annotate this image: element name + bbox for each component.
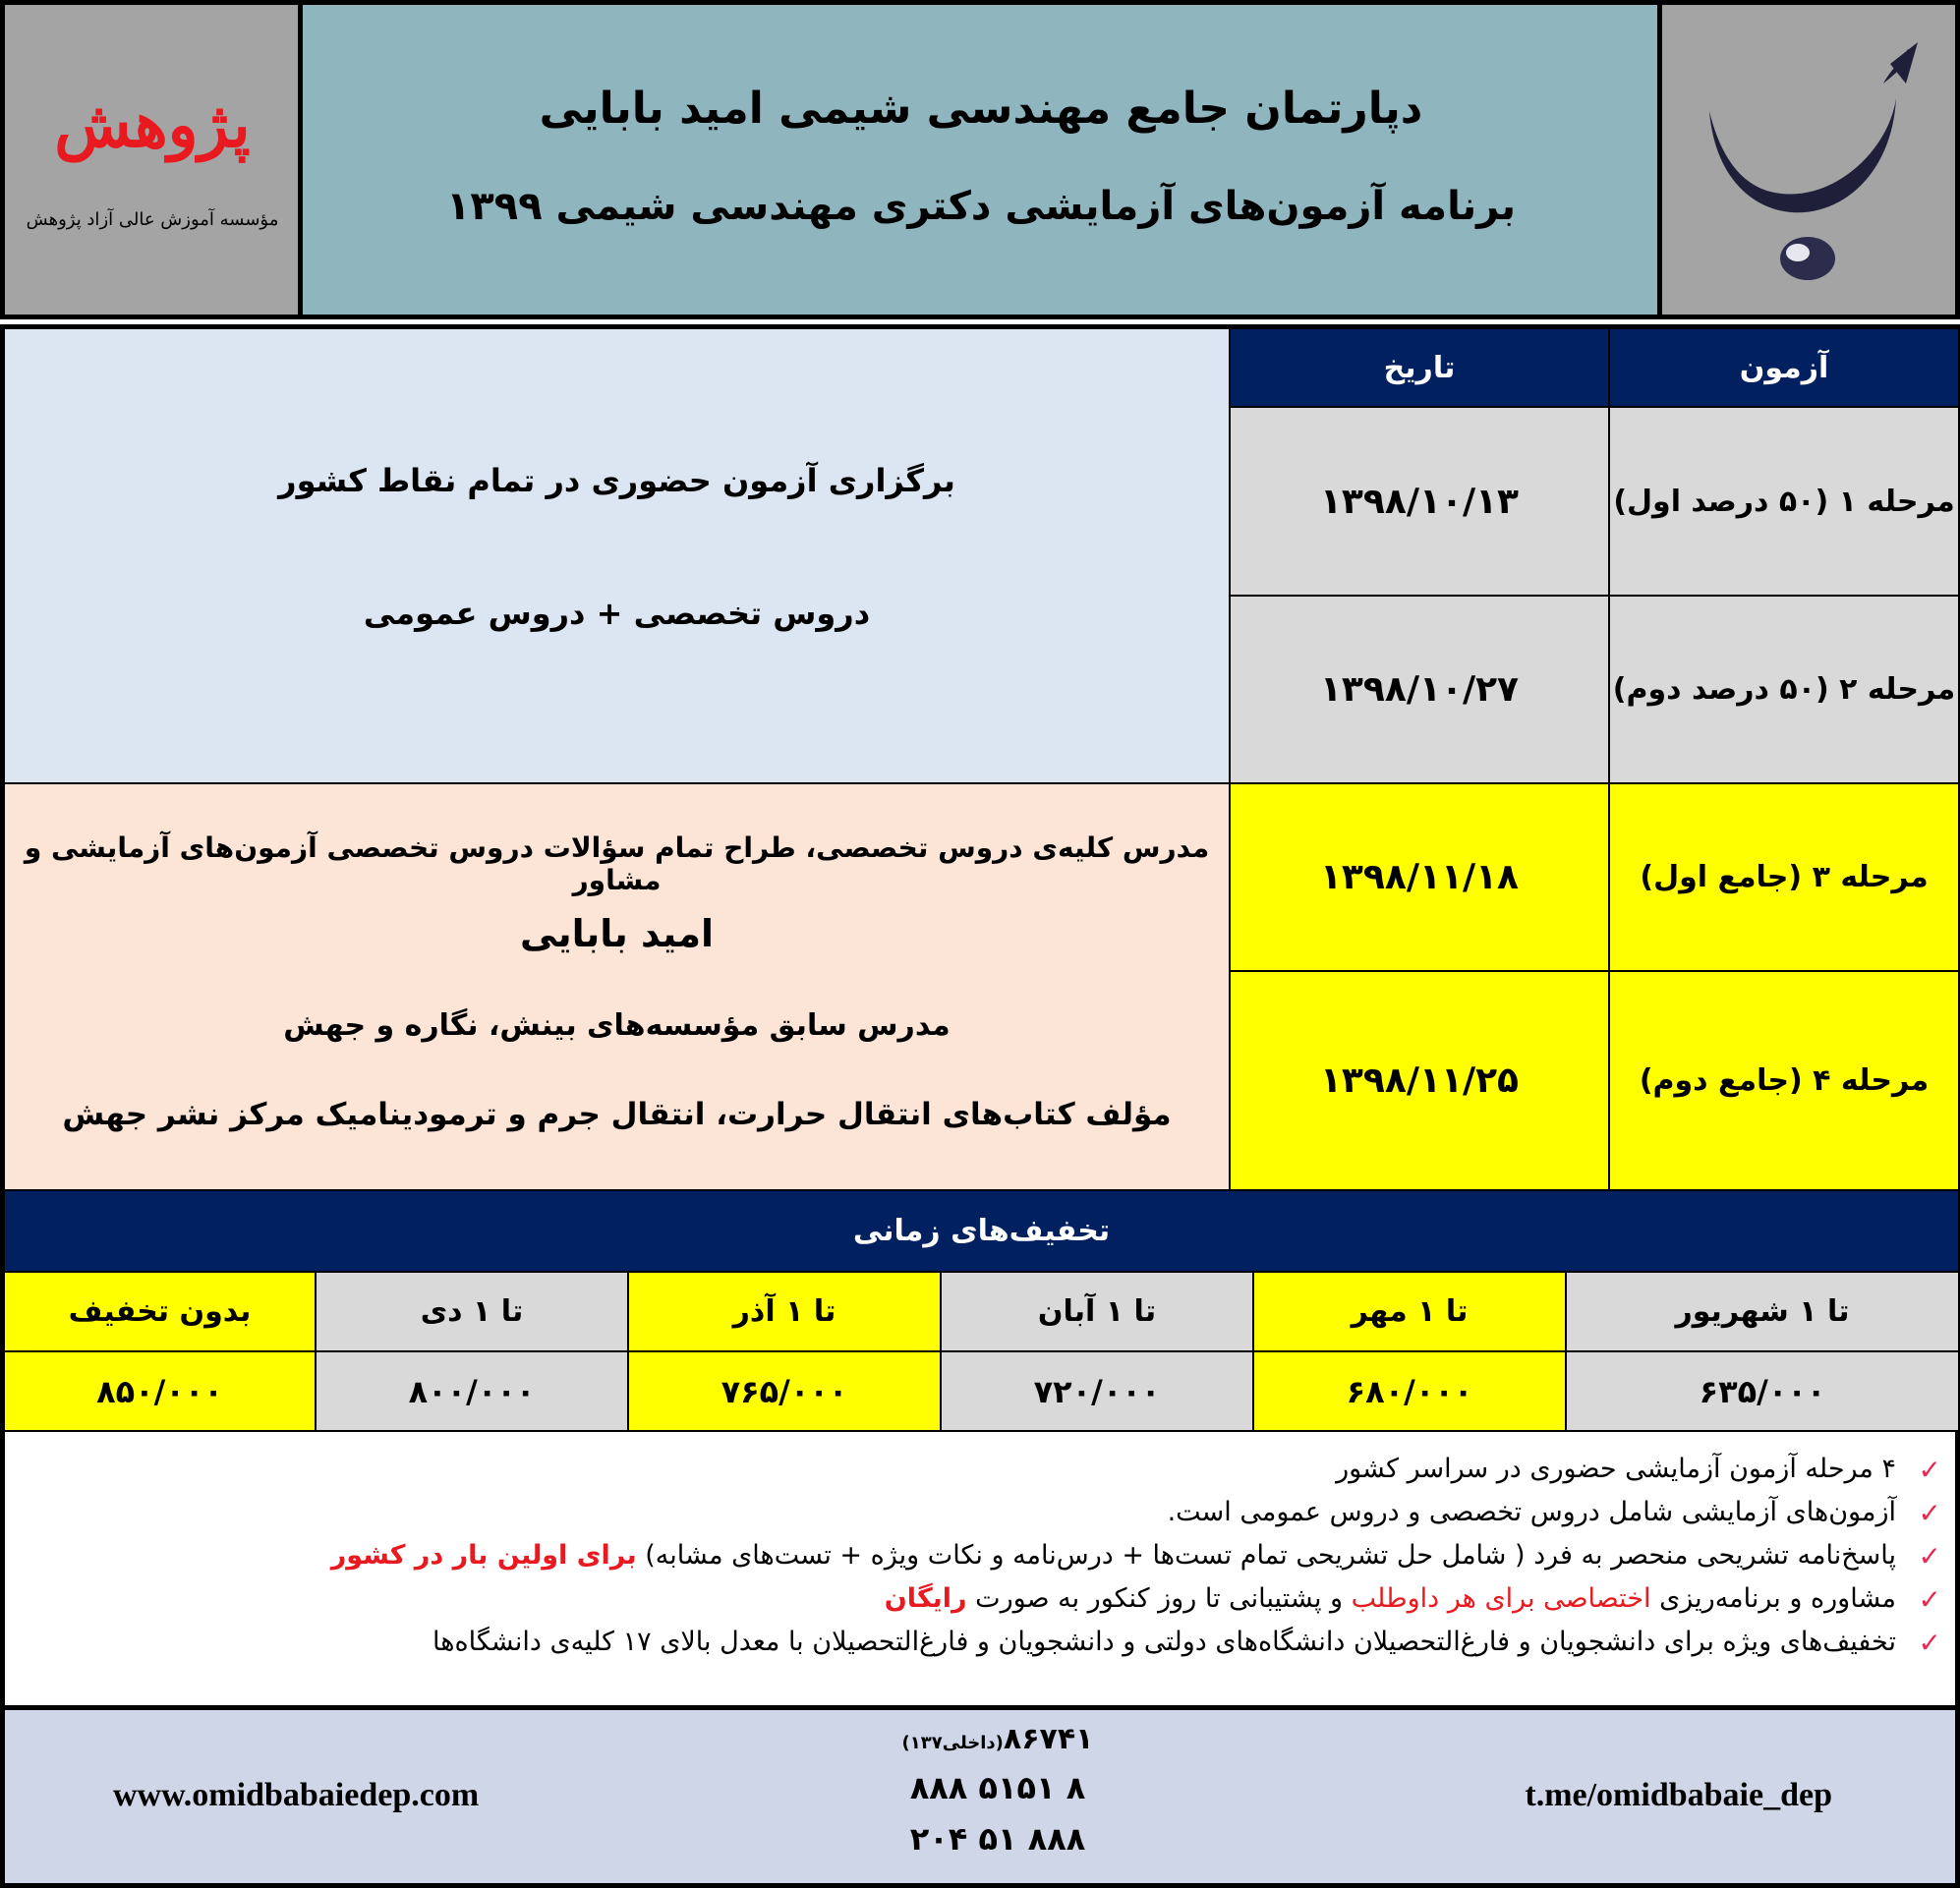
exam-stage-1: مرحله ۱ (۵۰ درصد اول): [1608, 406, 1960, 597]
exam-date-2: ۱۳۹۸/۱۰/۲۷: [1229, 595, 1610, 784]
feature-4-highlight-a: اختصاصی برای هر داوطلب: [1351, 1583, 1651, 1614]
website-link[interactable]: www.omidbabaiedep.com: [113, 1777, 480, 1813]
instructor-books: مؤلف کتاب‌های انتقال حرارت، انتقال جرم و ترمودینامیک مرکز نشر جهش: [62, 1097, 1172, 1132]
exam-stage-3: مرحله ۳ (جامع اول): [1608, 782, 1960, 972]
checkmark-icon: ✓: [1918, 1627, 1941, 1659]
checkmark-icon: ✓: [1918, 1540, 1941, 1573]
list-item: [5, 1454, 1955, 1493]
feature-4: [885, 1583, 1896, 1614]
phone-1: ۸۶۷۴۱: [1003, 1722, 1094, 1756]
telegram-link[interactable]: t.me/omidbabaie_dep: [1525, 1777, 1832, 1813]
checkmark-icon: ✓: [1918, 1454, 1941, 1486]
list-item: [5, 1540, 1955, 1579]
pajoohesh-logo: پژوهش: [54, 88, 251, 162]
feature-3: [331, 1540, 1896, 1571]
col-header-date: تاریخ: [1229, 327, 1610, 408]
page-title: دپارتمان جامع مهندسی شیمی امید بابایی: [539, 84, 1423, 134]
feature-3-highlight: برای اولین بار در کشور: [330, 1540, 637, 1571]
features-list: [5, 1432, 1955, 1705]
discount-price-6: ۸۵۰/۰۰۰: [3, 1350, 317, 1432]
list-item: [5, 1497, 1955, 1536]
instructor-description: مدرس کلیه‌ی دروس تخصصی، طراح تمام سؤالات دروس تخصصی آزمون‌های آزمایشی و مشاور: [24, 831, 1210, 896]
feature-2: آزمون‌های آزمایشی شامل دروس تخصصی و دروس عمومی است.: [1167, 1497, 1896, 1527]
feature-1: ۴ مرحله آزمون آزمایشی حضوری در سراسر کشور: [1336, 1454, 1896, 1484]
exam-stage-2: مرحله ۲ (۵۰ درصد دوم): [1608, 595, 1960, 784]
feature-5: تخفیف‌های ویژه برای دانشجویان و فارغ‌التحصیلان دانشگاه‌های دولتی و دانشجویان و فارغ‌التحصیلان با معدل بالای ۱۷ کلیه‌ی دانشگاه‌ها: [432, 1627, 1896, 1657]
checkmark-icon: ✓: [1918, 1497, 1941, 1529]
institute-caption: مؤسسه آموزش عالی آزاد پژوهش: [26, 209, 279, 230]
phone-line-1: [870, 1722, 1125, 1756]
exam-date-4: ۱۳۹۸/۱۱/۲۵: [1229, 970, 1610, 1191]
info-panel-blue: [3, 327, 1231, 784]
info-blue-line2: دروس تخصصی + دروس عمومی: [363, 595, 871, 632]
instructor-name: امید بابایی: [519, 912, 715, 955]
list-item: [5, 1583, 1955, 1623]
discount-period-1: تا ۱ شهریور: [1565, 1271, 1960, 1352]
discount-period-6: بدون تخفیف: [3, 1271, 317, 1352]
right-logo-panel: [1657, 0, 1960, 319]
instructor-history: مدرس سابق مؤسسه‌های بینش، نگاره و جهش: [283, 1008, 951, 1043]
discount-price-3: ۷۲۰/۰۰۰: [940, 1350, 1254, 1432]
info-blue-line1: برگزاری آزمون حضوری در تمام نقاط کشور: [278, 462, 955, 499]
feature-4-highlight-b: رایگان: [884, 1583, 967, 1614]
contact-footer: [0, 1705, 1960, 1888]
discount-price-2: ۶۸۰/۰۰۰: [1252, 1350, 1567, 1432]
phone-extension: (داخلی۱۳۷): [901, 1733, 1004, 1753]
discount-price-4: ۷۶۵/۰۰۰: [627, 1350, 942, 1432]
page-subtitle: برنامه آزمون‌های آزمایشی دکتری مهندسی شیمی ۱۳۹۹: [445, 184, 1517, 229]
phone-2: ۸ ۵۱۵۱ ۸۸۸: [909, 1769, 1086, 1806]
left-logo-panel: [0, 0, 305, 319]
feature-3-text: پاسخ‌نامه تشریحی منحصر به فرد ( شامل حل تشریحی تمام تست‌ها + درس‌نامه و نکات ویژه + تست‌های مشابه): [636, 1540, 1896, 1571]
exam-date-1: ۱۳۹۸/۱۰/۱۳: [1229, 406, 1610, 597]
col-header-exam: آزمون: [1608, 327, 1960, 408]
discount-price-5: ۸۰۰/۰۰۰: [315, 1350, 629, 1432]
exam-stage-4: مرحله ۴ (جامع دوم): [1608, 970, 1960, 1191]
discount-price-1: ۶۳۵/۰۰۰: [1565, 1350, 1960, 1432]
discount-period-2: تا ۱ مهر: [1252, 1271, 1567, 1352]
discount-period-5: تا ۱ دی: [315, 1271, 629, 1352]
list-item: [5, 1627, 1955, 1666]
checkmark-icon: ✓: [1918, 1583, 1941, 1616]
discounts-title: تخفیف‌های زمانی: [3, 1189, 1960, 1273]
info-panel-pink: [3, 782, 1231, 1191]
department-logo-icon: [1662, 5, 1955, 315]
header-title-panel: [298, 0, 1664, 319]
feature-4-text-a: مشاوره و برنامه‌ریزی: [1650, 1583, 1896, 1614]
phone-3: ۸۸۸ ۵۱ ۲۰۴: [909, 1820, 1086, 1858]
feature-4-text-b: و پشتیبانی تا روز کنکور به صورت: [966, 1583, 1352, 1614]
exam-date-3: ۱۳۹۸/۱۱/۱۸: [1229, 782, 1610, 972]
discount-period-4: تا ۱ آذر: [627, 1271, 942, 1352]
discount-period-3: تا ۱ آبان: [940, 1271, 1254, 1352]
